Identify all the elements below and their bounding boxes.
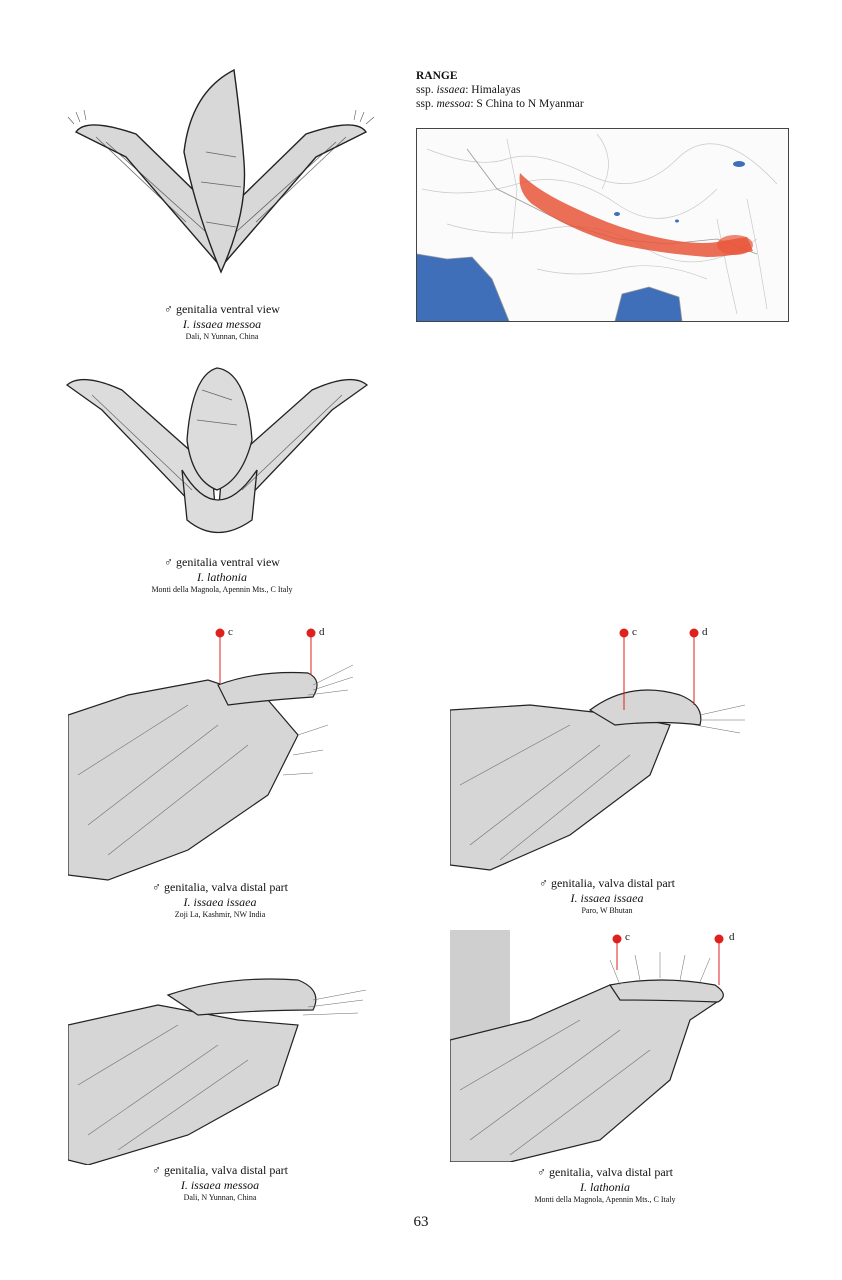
range-line2-ssp: messoa	[436, 97, 471, 110]
figure-caption-6	[475, 1165, 735, 1205]
caption-locality: Monti della Magnola, Apennin Mts., C Italy	[151, 585, 293, 594]
pin-label-d: d	[319, 626, 325, 638]
range-heading: RANGE	[416, 70, 458, 82]
specimen-image-valva-1	[68, 625, 358, 885]
figure-caption-1	[112, 302, 332, 342]
figure-caption-4	[487, 876, 727, 916]
page-number: 63	[413, 1214, 429, 1230]
caption-locality: Paro, W Bhutan	[581, 906, 633, 915]
figure-caption-3	[100, 880, 340, 920]
specimen-image-valva-2	[450, 625, 750, 875]
pin-label-c: c	[632, 626, 637, 638]
caption-species: I. lathonia	[580, 1180, 630, 1194]
caption-locality: Dali, N Yunnan, China	[183, 1193, 257, 1202]
specimen-image-ventral-2	[62, 360, 372, 550]
specimen-image-valva-4	[450, 930, 740, 1162]
pin-label-d: d	[729, 931, 735, 943]
range-line1-prefix: ssp.	[416, 83, 437, 96]
caption-species: I. issaea messoa	[182, 317, 262, 331]
range-line2-prefix: ssp.	[416, 97, 437, 110]
caption-species: I. issaea issaea	[570, 891, 644, 905]
caption-title: ♂ genitalia, valva distal part	[539, 876, 675, 890]
specimen-image-ventral-1	[66, 62, 376, 298]
pin-label-c: c	[228, 626, 233, 638]
figure-caption-2	[92, 555, 352, 595]
range-line1-rest: : Himalayas	[465, 83, 521, 96]
range-map	[416, 128, 789, 322]
caption-species: I. issaea messoa	[180, 1178, 260, 1192]
caption-title: ♂ genitalia ventral view	[164, 302, 280, 316]
range-line2-rest: : S China to N Myanmar	[470, 97, 584, 110]
pin-label-c: c	[625, 931, 630, 943]
caption-title: ♂ genitalia, valva distal part	[537, 1165, 673, 1179]
caption-species: I. lathonia	[197, 570, 247, 584]
caption-locality: Zoji La, Kashmir, NW India	[174, 910, 266, 919]
caption-locality: Monti della Magnola, Apennin Mts., C Italy	[534, 1195, 676, 1204]
caption-species: I. issaea issaea	[183, 895, 257, 909]
caption-title: ♂ genitalia ventral view	[164, 555, 280, 569]
pin-label-d: d	[702, 626, 708, 638]
range-text	[416, 70, 584, 111]
caption-locality: Dali, N Yunnan, China	[185, 332, 259, 341]
caption-title: ♂ genitalia, valva distal part	[152, 880, 288, 894]
specimen-image-valva-3	[68, 965, 368, 1165]
caption-title: ♂ genitalia, valva distal part	[152, 1163, 288, 1177]
figure-caption-5	[100, 1163, 340, 1203]
range-line1-ssp: issaea	[436, 83, 466, 96]
